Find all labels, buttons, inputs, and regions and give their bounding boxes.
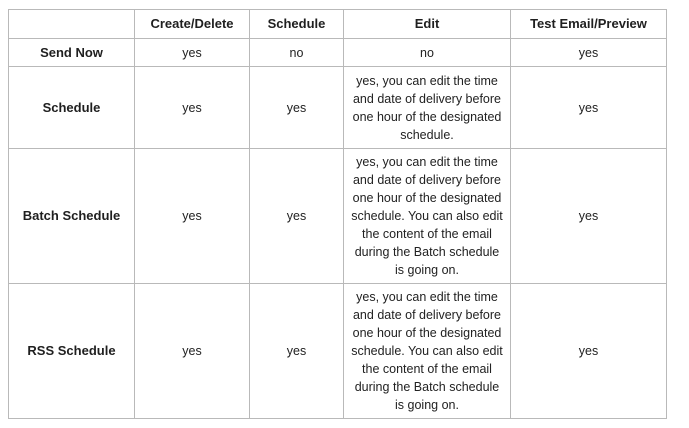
test-preview-cell: yes <box>511 284 667 419</box>
schedule-cell: no <box>250 39 344 67</box>
create-delete-cell: yes <box>135 284 250 419</box>
table-row-send-now <box>9 39 667 67</box>
header-corner-cell <box>9 10 135 39</box>
row-label: Send Now <box>9 39 135 67</box>
header-edit: Edit <box>344 10 511 39</box>
test-preview-cell: yes <box>511 39 667 67</box>
create-delete-cell: yes <box>135 39 250 67</box>
row-label: Batch Schedule <box>9 149 135 284</box>
table-header-row <box>9 10 667 39</box>
table-row-schedule <box>9 67 667 149</box>
schedule-cell: yes <box>250 67 344 149</box>
row-label: RSS Schedule <box>9 284 135 419</box>
header-test-email-preview: Test Email/Preview <box>511 10 667 39</box>
create-delete-cell: yes <box>135 67 250 149</box>
schedule-cell: yes <box>250 149 344 284</box>
schedule-cell: yes <box>250 284 344 419</box>
header-schedule: Schedule <box>250 10 344 39</box>
create-delete-cell: yes <box>135 149 250 284</box>
edit-cell: yes, you can edit the time and date of delivery before one hour of the designated schedule. You can also edit the content of the email during the Batch schedule is going on. <box>344 284 511 419</box>
table-row-batch-schedule <box>9 149 667 284</box>
test-preview-cell: yes <box>511 149 667 284</box>
edit-cell: no <box>344 39 511 67</box>
row-label: Schedule <box>9 67 135 149</box>
test-preview-cell: yes <box>511 67 667 149</box>
permissions-table <box>8 9 667 419</box>
edit-cell: yes, you can edit the time and date of delivery before one hour of the designated schedule. You can also edit the content of the email during the Batch schedule is going on. <box>344 149 511 284</box>
header-create-delete: Create/Delete <box>135 10 250 39</box>
table-row-rss-schedule <box>9 284 667 419</box>
edit-cell: yes, you can edit the time and date of delivery before one hour of the designated schedule. <box>344 67 511 149</box>
